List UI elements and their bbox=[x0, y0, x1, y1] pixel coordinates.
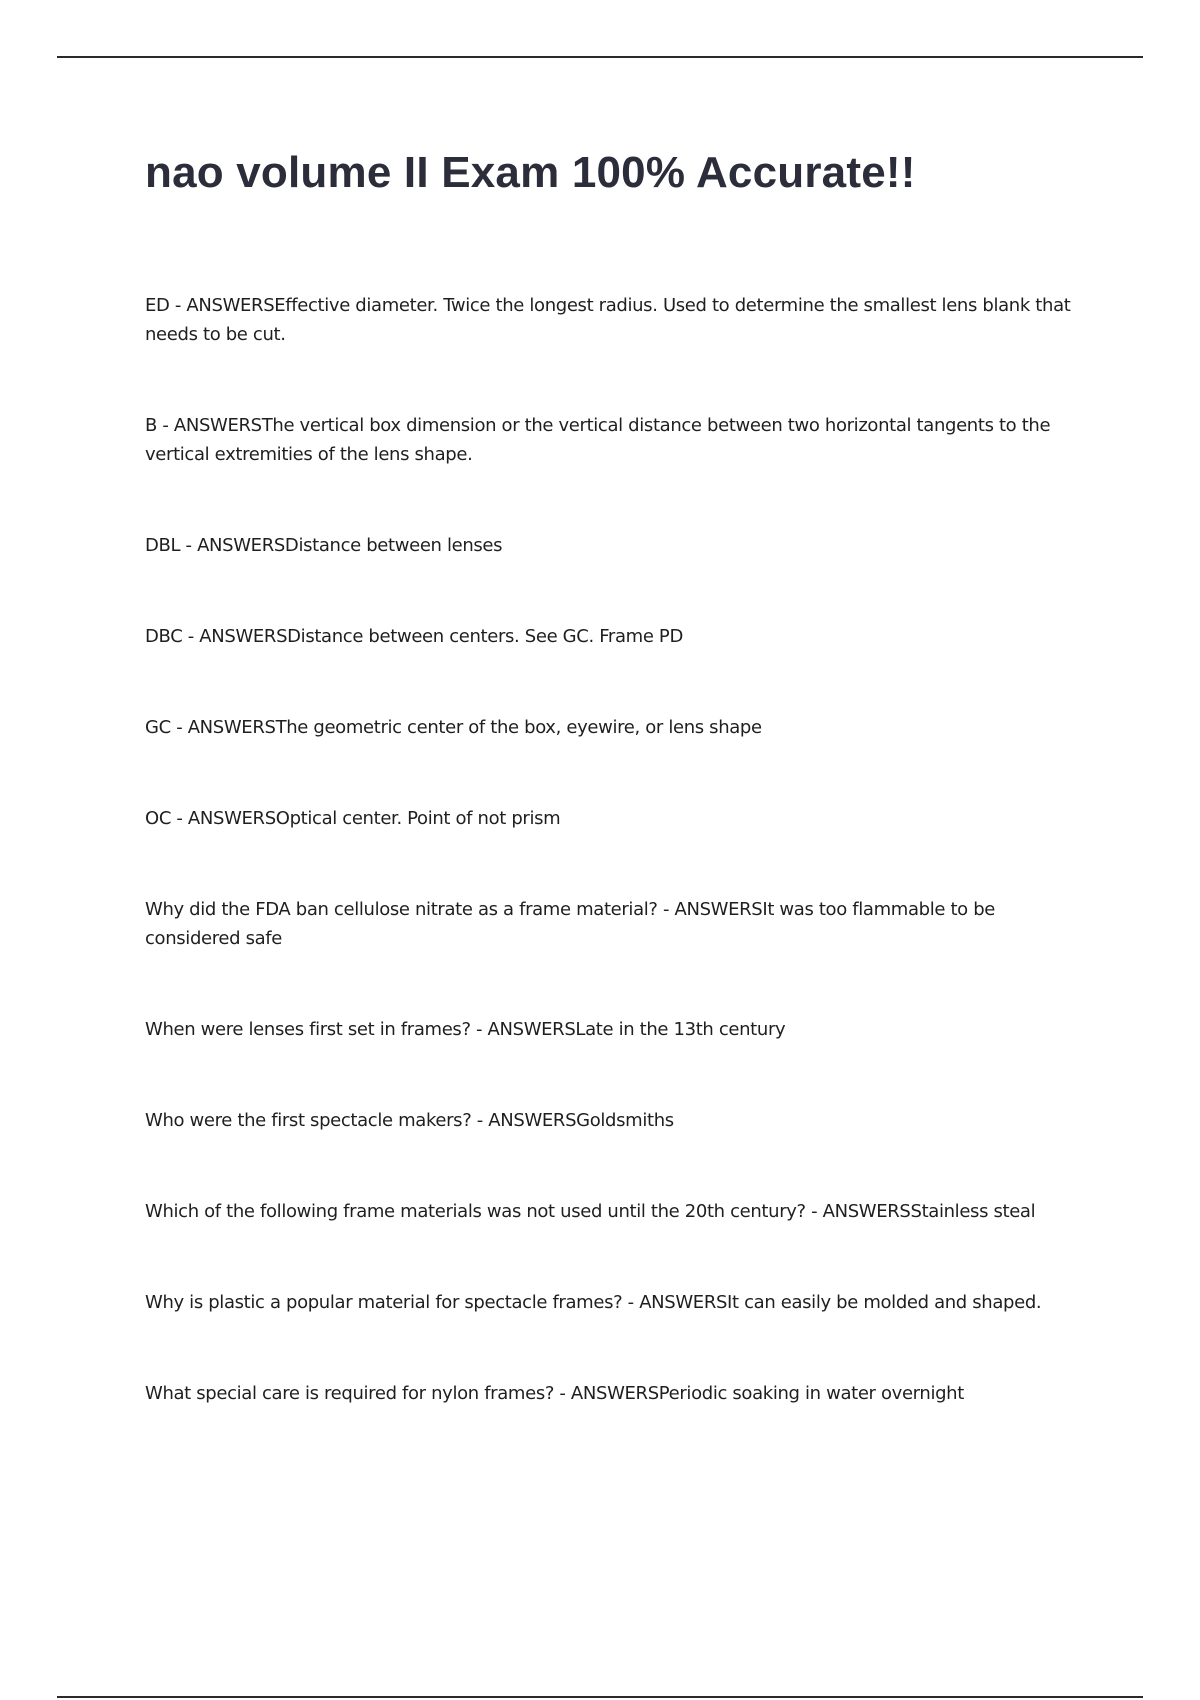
qa-item: OC - ANSWERSOptical center. Point of not prism bbox=[145, 808, 561, 829]
qa-item: Who were the first spectacle makers? - ANSWERSGoldsmiths bbox=[145, 1110, 674, 1131]
qa-item: Why is plastic a popular material for spectacle frames? - ANSWERSIt can easily be molded and shaped. bbox=[145, 1292, 1042, 1313]
qa-item: B - ANSWERSThe vertical box dimension or the vertical distance between two horizontal tangents to the vertical extremities of the lens shape. bbox=[145, 415, 1051, 465]
qa-item: GC - ANSWERSThe geometric center of the box, eyewire, or lens shape bbox=[145, 717, 762, 738]
qa-item: ED - ANSWERSEffective diameter. Twice the longest radius. Used to determine the smallest lens blank that needs to be cut. bbox=[145, 295, 1071, 345]
qa-item: What special care is required for nylon frames? - ANSWERSPeriodic soaking in water overnight bbox=[145, 1383, 964, 1404]
qa-item: Which of the following frame materials was not used until the 20th century? - ANSWERSStainless steal bbox=[145, 1201, 1036, 1222]
qa-item: When were lenses first set in frames? - ANSWERSLate in the 13th century bbox=[145, 1019, 786, 1040]
qa-list bbox=[145, 291, 1085, 1408]
document-title: nao volume II Exam 100% Accurate!! bbox=[145, 148, 916, 197]
bottom-rule bbox=[57, 1696, 1143, 1698]
qa-item: DBL - ANSWERSDistance between lenses bbox=[145, 535, 503, 556]
top-rule bbox=[57, 56, 1143, 58]
qa-item: DBC - ANSWERSDistance between centers. See GC. Frame PD bbox=[145, 626, 683, 647]
qa-item: Why did the FDA ban cellulose nitrate as a frame material? - ANSWERSIt was too flammable to be considered safe bbox=[145, 899, 995, 949]
